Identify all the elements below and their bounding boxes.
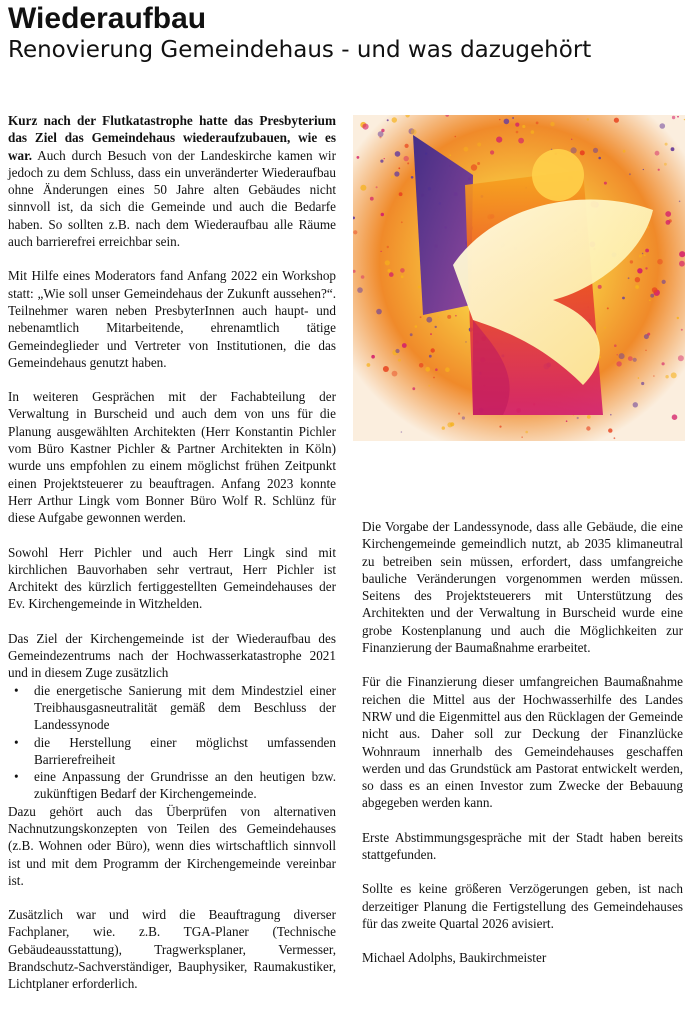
paint-splatter-dot — [525, 431, 528, 434]
paragraph-architects: Sowohl Herr Pichler und auch Herr Lingk sind mit kirchlichen Bauvorhaben sehr vertraut, Herr Pichler ist Architekt des kürzlich fertiggestellten Gemeindehauses der Ev. Kirchengemeinde in Witzhelden. — [8, 544, 336, 612]
paint-splatter-dot — [577, 417, 579, 419]
paint-splatter-dot — [435, 368, 438, 371]
paint-splatter-dot — [447, 315, 451, 319]
spray-paint-angel-icon — [353, 115, 685, 441]
paint-splatter-dot — [608, 428, 612, 432]
paint-splatter-dot — [645, 267, 647, 269]
paint-splatter-dot — [522, 437, 523, 438]
paragraph-planning: In weiteren Gesprächen mit der Fachabteilung der Verwaltung in Burscheid und auch dem von uns für die Planung ausgewählten Architekten (Herr Konstantin Pichler vom Büro Kastner Pichler & Partner Architekten in Köln) wurde uns empfohlen zu einem möglichst frühen Zeitpunkt einen Projektsteuerer zu beauftragen. Anfang 2023 konnte Herr Arthur Lingk vom Bonner Büro Wolf R. Schlünz für diese Aufgabe gewonnen werden. — [8, 389, 336, 526]
paint-splatter-dot — [665, 143, 668, 146]
article-title: Wiederaufbau — [8, 2, 207, 35]
paint-splatter-dot — [410, 333, 413, 336]
paint-splatter-dot — [614, 437, 616, 439]
paint-splatter-dot — [465, 341, 466, 342]
paint-splatter-dot — [504, 119, 510, 125]
paint-splatter-dot — [376, 309, 382, 315]
paint-splatter-dot — [604, 327, 606, 329]
goal-list — [8, 682, 336, 803]
paint-splatter-dot — [629, 173, 631, 175]
paint-splatter-dot — [401, 221, 403, 223]
paint-splatter-dot — [395, 349, 399, 353]
paint-splatter-dot — [398, 359, 401, 362]
paint-splatter-dot — [398, 167, 400, 169]
paint-splatter-dot — [357, 156, 360, 159]
paint-splatter-dot — [619, 353, 625, 359]
paint-splatter-dot — [645, 350, 646, 351]
paint-splatter-dot — [643, 169, 644, 170]
paint-splatter-dot — [672, 116, 675, 119]
paint-splatter-dot — [447, 422, 452, 427]
paint-splatter-dot — [617, 354, 618, 355]
paint-splatter-dot — [418, 286, 421, 289]
paint-splatter-dot — [401, 431, 403, 433]
paint-splatter-dot — [437, 316, 439, 318]
paint-splatter-dot — [399, 192, 403, 196]
paint-splatter-dot — [666, 220, 671, 225]
paint-splatter-dot — [371, 355, 375, 359]
paint-splatter-dot — [407, 162, 409, 164]
paint-splatter-dot — [401, 275, 404, 278]
paint-splatter-dot — [616, 361, 621, 366]
paint-splatter-dot — [426, 317, 432, 323]
paragraph-city: Erste Abstimmungsgespräche mit der Stadt haben bereits stattgefunden. — [362, 829, 683, 863]
signature: Michael Adolphs, Baukirchmeister — [362, 950, 547, 966]
paint-splatter-dot — [662, 362, 665, 365]
paint-splatter-dot — [658, 169, 660, 171]
angel-artwork-image — [353, 115, 685, 441]
paint-splatter-dot — [430, 333, 432, 335]
left-column — [8, 112, 336, 1010]
paint-splatter-dot — [415, 325, 418, 328]
paint-splatter-dot — [650, 294, 654, 298]
paint-splatter-dot — [518, 138, 524, 144]
paint-splatter-dot — [657, 259, 663, 265]
paragraph-reuse: Dazu gehört auch das Überprüfen von alternativen Nachnutzungskonzepten von Teilen des Gemeindehauses (z.B. Wohnen oder Büro), wenn dies wirtschaftlich sinnvoll ist und mit dem Programm der Kirchengemeinde vereinbar ist. — [8, 803, 336, 888]
paint-splatter-dot — [402, 343, 407, 348]
paint-splatter-dot — [639, 254, 642, 257]
paint-splatter-dot — [644, 334, 649, 339]
paint-splatter-dot — [429, 355, 432, 358]
paint-splatter-dot — [679, 201, 681, 203]
paint-splatter-dot — [587, 118, 589, 120]
paint-splatter-dot — [679, 261, 685, 267]
paint-splatter-dot — [628, 277, 630, 279]
paint-splatter-dot — [462, 416, 465, 419]
paint-splatter-dot — [395, 151, 401, 157]
paint-splatter-dot — [392, 117, 397, 122]
paint-splatter-dot — [445, 367, 450, 372]
right-column — [362, 518, 683, 984]
paint-splatter-dot — [442, 426, 445, 429]
paragraph-workshop: Mit Hilfe eines Moderators fand Anfang 2022 ein Workshop statt: „Wie soll unser Gemeindehaus der Zukunft aussehen?“. Teilnehmer waren neben PresbyterInnen auch haupt- und nebenamtlich Mitarbeitende, ehrenamtlich tätige Gemeindeglieder und Vertreter von Institutionen, die das Gemeindehaus genutzt haben. — [8, 268, 336, 370]
paint-splatter-dot — [672, 414, 678, 420]
paint-splatter-dot — [362, 124, 368, 130]
paint-splatter-dot — [464, 147, 469, 152]
paint-splatter-dot — [587, 415, 591, 419]
paragraph-completion: Sollte es keine größeren Verzögerungen geben, ist nach derzeitiger Planung die Fertigstellung des Gemeindehauses für das zweite Quartal 2026 avisiert. — [362, 881, 683, 931]
paint-splatter-dot — [455, 315, 457, 317]
list-item: • die energetische Sanierung mit dem Mindestziel einer Treibhausgasneutralität gemäß dem Beschluss der Landessynode — [34, 682, 336, 734]
paint-splatter-dot — [428, 385, 430, 387]
paint-splatter-dot — [662, 280, 666, 284]
intro-lead: Kurz nach der Flutkatastrophe hatte das Presbyterium das Ziel das Gemeindehaus wiederaufzubauen, wie es war. — [8, 113, 336, 163]
paint-splatter-dot — [633, 402, 638, 407]
paint-splatter-dot — [431, 348, 435, 352]
paint-splatter-dot — [652, 287, 658, 293]
paint-splatter-dot — [392, 371, 398, 377]
paint-splatter-dot — [614, 344, 617, 347]
paint-splatter-dot — [471, 164, 477, 170]
paint-splatter-dot — [516, 131, 519, 134]
paint-splatter-dot — [614, 118, 619, 123]
paint-splatter-dot — [671, 372, 677, 378]
paint-splatter-dot — [383, 366, 389, 372]
paint-splatter-dot — [628, 356, 633, 361]
paint-splatter-dot — [385, 260, 390, 265]
paint-splatter-dot — [638, 377, 640, 379]
paint-splatter-dot — [566, 420, 568, 422]
paint-splatter-dot — [677, 317, 679, 319]
paint-splatter-dot — [677, 116, 679, 118]
paint-splatter-dot — [653, 375, 655, 377]
paint-splatter-dot — [387, 119, 389, 121]
paint-splatter-dot — [376, 186, 378, 188]
paragraph-financing: Für die Finanzierung dieser umfangreichen Baumaßnahme reichen die Mittel aus der Hochwasserhilfe des Landes NRW und die Eigenmittel aus den Rücklagen der Gemeinde nicht aus. Daher soll zur Deckung der Finanzlücke Wohnraum innerhalb des Gemeindehauses geschaffen werden und das Grundstück am Pastorat entwickelt werden, so dass es an einen Investor zum Zwecke der Bebauung abgegeben werden kann. — [362, 674, 683, 811]
paint-splatter-dot — [380, 160, 383, 163]
paint-splatter-dot — [633, 358, 637, 362]
paint-splatter-dot — [360, 185, 366, 191]
paint-splatter-dot — [671, 147, 675, 151]
paint-splatter-dot — [512, 117, 514, 119]
paint-splatter-dot — [433, 377, 435, 379]
paint-splatter-dot — [678, 355, 684, 361]
paint-splatter-dot — [635, 285, 639, 289]
paint-splatter-dot — [665, 375, 668, 378]
paint-splatter-dot — [425, 367, 430, 372]
paint-splatter-dot — [586, 426, 590, 430]
paragraph-goal: Das Ziel der Kirchengemeinde ist der Wiederaufbau des Gemeindezentrums nach der Hochwasserkatastrophe 2021 und in diesem Zuge zusätzlich — [8, 630, 336, 681]
paint-splatter-dot — [610, 414, 612, 416]
paint-splatter-dot — [387, 246, 389, 248]
paint-splatter-dot — [593, 148, 598, 153]
list-item: • eine Anpassung der Grundrisse an den heutigen bzw. zukünftigen Bedarf der Kirchengemeinde. — [34, 768, 336, 803]
paint-splatter-dot — [411, 176, 414, 179]
paint-splatter-dot — [419, 363, 424, 368]
paint-splatter-dot — [490, 150, 494, 154]
paint-splatter-dot — [598, 285, 602, 289]
paint-splatter-dot — [449, 154, 451, 156]
paint-splatter-dot — [622, 297, 625, 300]
paint-splatter-dot — [477, 162, 480, 165]
paint-splatter-dot — [664, 163, 667, 166]
paragraph-specialists: Zusätzlich war und wird die Beauftragung diverser Fachplaner, wie. z.B. TGA-Planer (Technische Gebäudeausstattung), Tragwerksplaner, Vermesser, Brandschutz-Sachverständiger, Bauphysiker, Raumakustiker, Lichtplaner erforderlich. — [8, 907, 336, 992]
paint-splatter-dot — [477, 143, 481, 147]
paint-splatter-dot — [496, 137, 502, 143]
paint-splatter-dot — [384, 158, 385, 159]
paint-splatter-dot — [405, 144, 409, 148]
paint-splatter-dot — [660, 123, 666, 129]
paint-splatter-dot — [607, 307, 609, 309]
paint-splatter-dot — [389, 272, 394, 277]
paint-splatter-dot — [598, 157, 601, 160]
paint-splatter-dot — [370, 197, 374, 201]
paint-splatter-dot — [391, 176, 394, 179]
paint-splatter-dot — [412, 387, 415, 390]
paint-splatter-dot — [630, 260, 633, 263]
paint-splatter-dot — [580, 150, 585, 155]
paint-splatter-dot — [367, 363, 371, 367]
paint-splatter-dot — [435, 326, 437, 328]
paint-splatter-dot — [665, 211, 671, 217]
paint-splatter-dot — [378, 131, 384, 137]
paint-splatter-dot — [571, 147, 577, 153]
paint-splatter-dot — [357, 287, 363, 293]
paint-splatter-dot — [641, 382, 644, 385]
paint-splatter-dot — [400, 268, 405, 273]
paint-splatter-dot — [570, 117, 571, 118]
paint-splatter-dot — [394, 171, 399, 176]
paint-splatter-dot — [623, 150, 626, 153]
paint-splatter-dot — [458, 413, 460, 415]
paint-splatter-dot — [604, 182, 607, 185]
paint-splatter-dot — [681, 329, 683, 331]
paint-splatter-dot — [531, 130, 535, 134]
paint-splatter-dot — [522, 125, 525, 128]
paint-splatter-dot — [499, 426, 501, 428]
paint-splatter-dot — [571, 139, 572, 140]
paint-splatter-dot — [499, 119, 500, 120]
paint-splatter-dot — [642, 253, 643, 254]
paint-splatter-dot — [515, 123, 519, 127]
paint-splatter-dot — [411, 129, 417, 135]
paint-splatter-dot — [637, 268, 642, 273]
paint-splatter-dot — [645, 249, 649, 253]
paint-splatter-dot — [649, 300, 651, 302]
paint-splatter-dot — [655, 151, 660, 156]
paint-splatter-dot — [361, 275, 365, 279]
paint-splatter-dot — [381, 213, 384, 216]
paint-splatter-dot — [550, 122, 554, 126]
list-item: • die Herstellung einer möglichst umfassenden Barrierefreiheit — [34, 734, 336, 769]
paint-splatter-dot — [635, 277, 640, 282]
paint-splatter-dot — [404, 156, 409, 161]
paint-splatter-dot — [388, 269, 391, 272]
paint-splatter-dot — [644, 254, 646, 256]
paint-splatter-dot — [536, 122, 539, 125]
article-subtitle: Renovierung Gemeindehaus - und was dazugehört — [8, 37, 592, 63]
paint-splatter-dot — [353, 230, 357, 234]
paragraph-intro — [8, 112, 336, 250]
paint-splatter-dot — [420, 316, 422, 318]
paragraph-climate: Die Vorgabe der Landessynode, dass alle Gebäude, die eine Kirchengemeinde gemeindlich nutzt, ab 2035 klimaneutral zu betreiben sein müssen, erfordert, dass umfangreiche bauliche Veränderungen vorgenommen werden müssen. Seitens des Projektsteuerers mit Unterstützung des Architekten und der Verwaltung in Burscheid wurde eine grobe Kostenplanung und auch die Möglichkeiten zur Finanzierung der Baumaßnahme erarbeitet. — [362, 519, 683, 656]
paint-splatter-dot — [381, 251, 382, 252]
paint-splatter-dot — [455, 136, 457, 138]
intro-rest: Auch durch Besuch von der Landeskirche kamen wir jedoch zu dem Schluss, dass ein unveränderter Wiederaufbau ohne Änderungen eines 50 Jahre alten Gebäudes nicht sinnvoll ist, da sich die Gemeinde und auch die Bedarfe haben. So sollten z.B. nach dem Wiederaufbau alle Räume auch barrierefrei erreichbar sein. — [8, 147, 336, 250]
